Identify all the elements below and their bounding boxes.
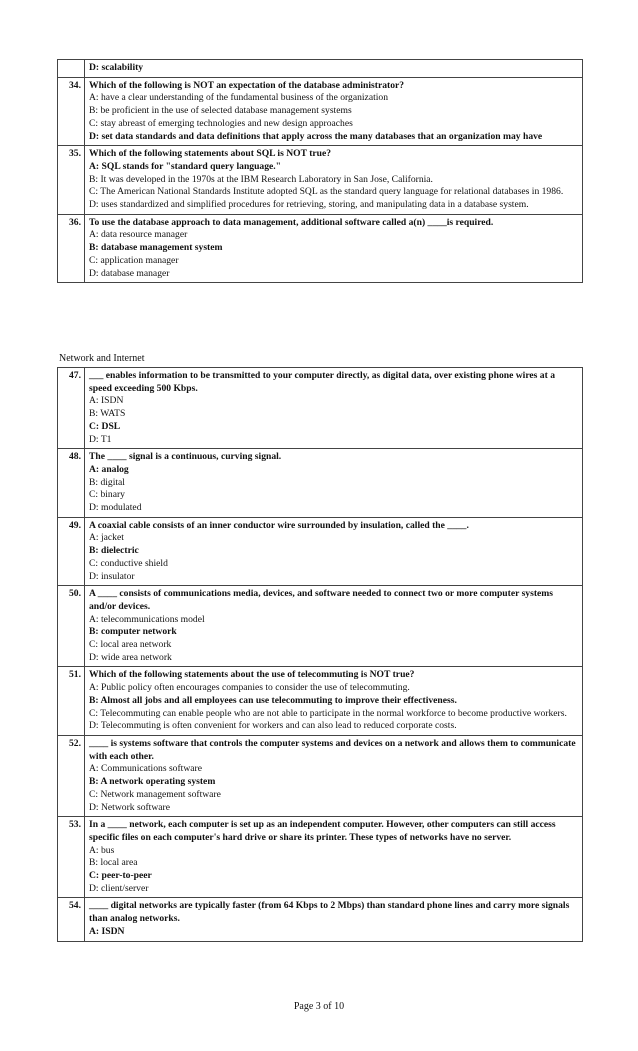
question-number-cell: [58, 60, 85, 78]
question-cell: [85, 60, 583, 78]
question-text: In a ____ network, each computer is set up as an independent computer. However, other computers can still access specific files on each computer's hard drive or share its printer. These types of networks have no server.: [89, 819, 556, 843]
answer-option: A: jacket: [89, 532, 124, 544]
question-number: 49.: [58, 517, 85, 586]
answer-option-correct: B: database management system: [89, 242, 223, 254]
question-cell: [85, 517, 583, 586]
answer-option: D: T1: [89, 433, 112, 445]
question-number: 35.: [58, 146, 85, 215]
answer-option: B: local area: [89, 857, 138, 869]
question-cell: [85, 449, 583, 518]
question-row: [58, 817, 583, 898]
question-number: 51.: [58, 667, 85, 736]
answer-option-correct: B: A network operating system: [89, 776, 216, 788]
question-row: [58, 735, 583, 816]
question-table-body: [58, 368, 583, 942]
answer-option: D: wide area network: [89, 651, 172, 663]
question-text: ____ digital networks are typically faster (from 64 Kbps to 2 Mbps) than standard phone lines and carry more signals than analog networks.: [89, 900, 570, 925]
question-cell: [85, 368, 583, 449]
question-cell: [85, 898, 583, 941]
question-row: [58, 77, 583, 146]
answer-option: C: local area network: [89, 639, 172, 651]
answer-option: B: It was developed in the 1970s at the IBM Research Laboratory in San Jose, California.: [89, 173, 433, 185]
answer-option-correct: B: computer network: [89, 626, 177, 638]
question-cell: [85, 214, 583, 283]
answer-option: D: insulator: [89, 570, 135, 582]
question-row: [58, 449, 583, 518]
page-footer: Page 3 of 10: [293, 1001, 345, 1012]
answer-option-correct: D: scalability: [89, 62, 144, 73]
question-row: [58, 146, 583, 215]
question-text: ____ is systems software that controls the computer systems and devices on a network and allows them to communicate with each other.: [89, 737, 576, 762]
answer-option-correct: B: dielectric: [89, 545, 139, 557]
answer-option-correct: A: ISDN: [89, 925, 125, 937]
question-number: 54.: [58, 898, 85, 941]
answer-option: C: Network management software: [89, 788, 221, 800]
question-row: [58, 517, 583, 586]
answer-option-correct: C: DSL: [89, 420, 121, 432]
answer-option: C: application manager: [89, 254, 179, 266]
question-cell: [85, 667, 583, 736]
answer-option-correct: A: analog: [89, 463, 129, 475]
question-number: 50.: [58, 586, 85, 667]
question-row: [58, 898, 583, 941]
question-number: 48.: [58, 449, 85, 518]
answer-option-correct: A: SQL stands for "standard query language.": [89, 160, 281, 172]
answer-option: A: Communications software: [89, 763, 202, 775]
answer-option: C: conductive shield: [89, 557, 168, 569]
question-cell: [85, 586, 583, 667]
answer-option: B: be proficient in the use of selected database management systems: [89, 105, 352, 117]
answer-option: C: The American National Standards Institute adopted SQL as the standard query language for relational databases in 1986.: [89, 186, 564, 198]
answer-option-correct: C: peer-to-peer: [89, 870, 152, 882]
question-cell: [85, 146, 583, 215]
question-text: A coaxial cable consists of an inner conductor wire surrounded by insulation, called the ____.: [89, 519, 469, 531]
answer-option: C: binary: [89, 489, 125, 501]
answer-option: B: WATS: [89, 408, 126, 420]
question-number: 34.: [58, 77, 85, 146]
answer-option: A: data resource manager: [89, 229, 188, 241]
answer-option: A: bus: [89, 844, 115, 856]
question-text: The ____ signal is a continuous, curving signal.: [89, 451, 282, 463]
question-text: Which of the following is NOT an expectation of the database administrator?: [89, 79, 405, 91]
answer-option-correct: D: set data standards and data definitions that apply across the many databases that an organization may have: [89, 130, 543, 142]
answer-option-correct: B: Almost all jobs and all employees can use telecommuting to improve their effectiveness.: [89, 694, 457, 706]
question-text: Which of the following statements about SQL is NOT true?: [89, 148, 332, 160]
answer-option: C: Telecommuting can enable people who are not able to participate in the normal workforce to become productive workers.: [89, 707, 567, 719]
answer-option: A: Public policy often encourages companies to consider the use of telecommuting.: [89, 682, 410, 694]
continuation-row: [58, 60, 583, 78]
answer-option: A: ISDN: [89, 395, 124, 407]
answer-option: C: stay abreast of emerging technologies and new design approaches: [89, 117, 353, 129]
question-cell: [85, 77, 583, 146]
question-table-databases: [57, 59, 583, 283]
question-text: To use the database approach to data management, additional software called a(n) ____is required.: [89, 216, 494, 228]
answer-option: D: modulated: [89, 502, 142, 514]
question-number: 36.: [58, 214, 85, 283]
answer-option: D: Network software: [89, 801, 170, 813]
question-table-body: [58, 60, 583, 283]
question-text: A ____ consists of communications media, devices, and software needed to connect two or more computer systems and/or devices.: [89, 588, 554, 612]
question-cell: [85, 735, 583, 816]
answer-option: D: Telecommuting is often convenient for workers and can also lead to reduced corporate costs.: [89, 720, 457, 732]
question-row: [58, 214, 583, 283]
question-row: [58, 368, 583, 449]
answer-option: D: database manager: [89, 267, 170, 279]
question-table-network: [57, 367, 583, 942]
question-number: 53.: [58, 817, 85, 898]
question-row: [58, 667, 583, 736]
question-text: ___ enables information to be transmitted to your computer directly, as digital data, over existing phone wires at a speed exceeding 500 Kbps.: [89, 370, 555, 394]
answer-option: D: client/server: [89, 882, 149, 894]
question-number: 52.: [58, 735, 85, 816]
question-cell: [85, 817, 583, 898]
question-row: [58, 586, 583, 667]
question-text: Which of the following statements about the use of telecommuting is NOT true?: [89, 669, 415, 681]
answer-option: D: uses standardized and simplified procedures for retrieving, storing, and manipulating data in a database system.: [89, 199, 529, 211]
question-number: 47.: [58, 368, 85, 449]
answer-option: A: have a clear understanding of the fundamental business of the organization: [89, 92, 388, 104]
section-title: Network and Internet: [59, 353, 145, 364]
answer-option: A: telecommunications model: [89, 613, 205, 625]
answer-option: B: digital: [89, 476, 125, 488]
